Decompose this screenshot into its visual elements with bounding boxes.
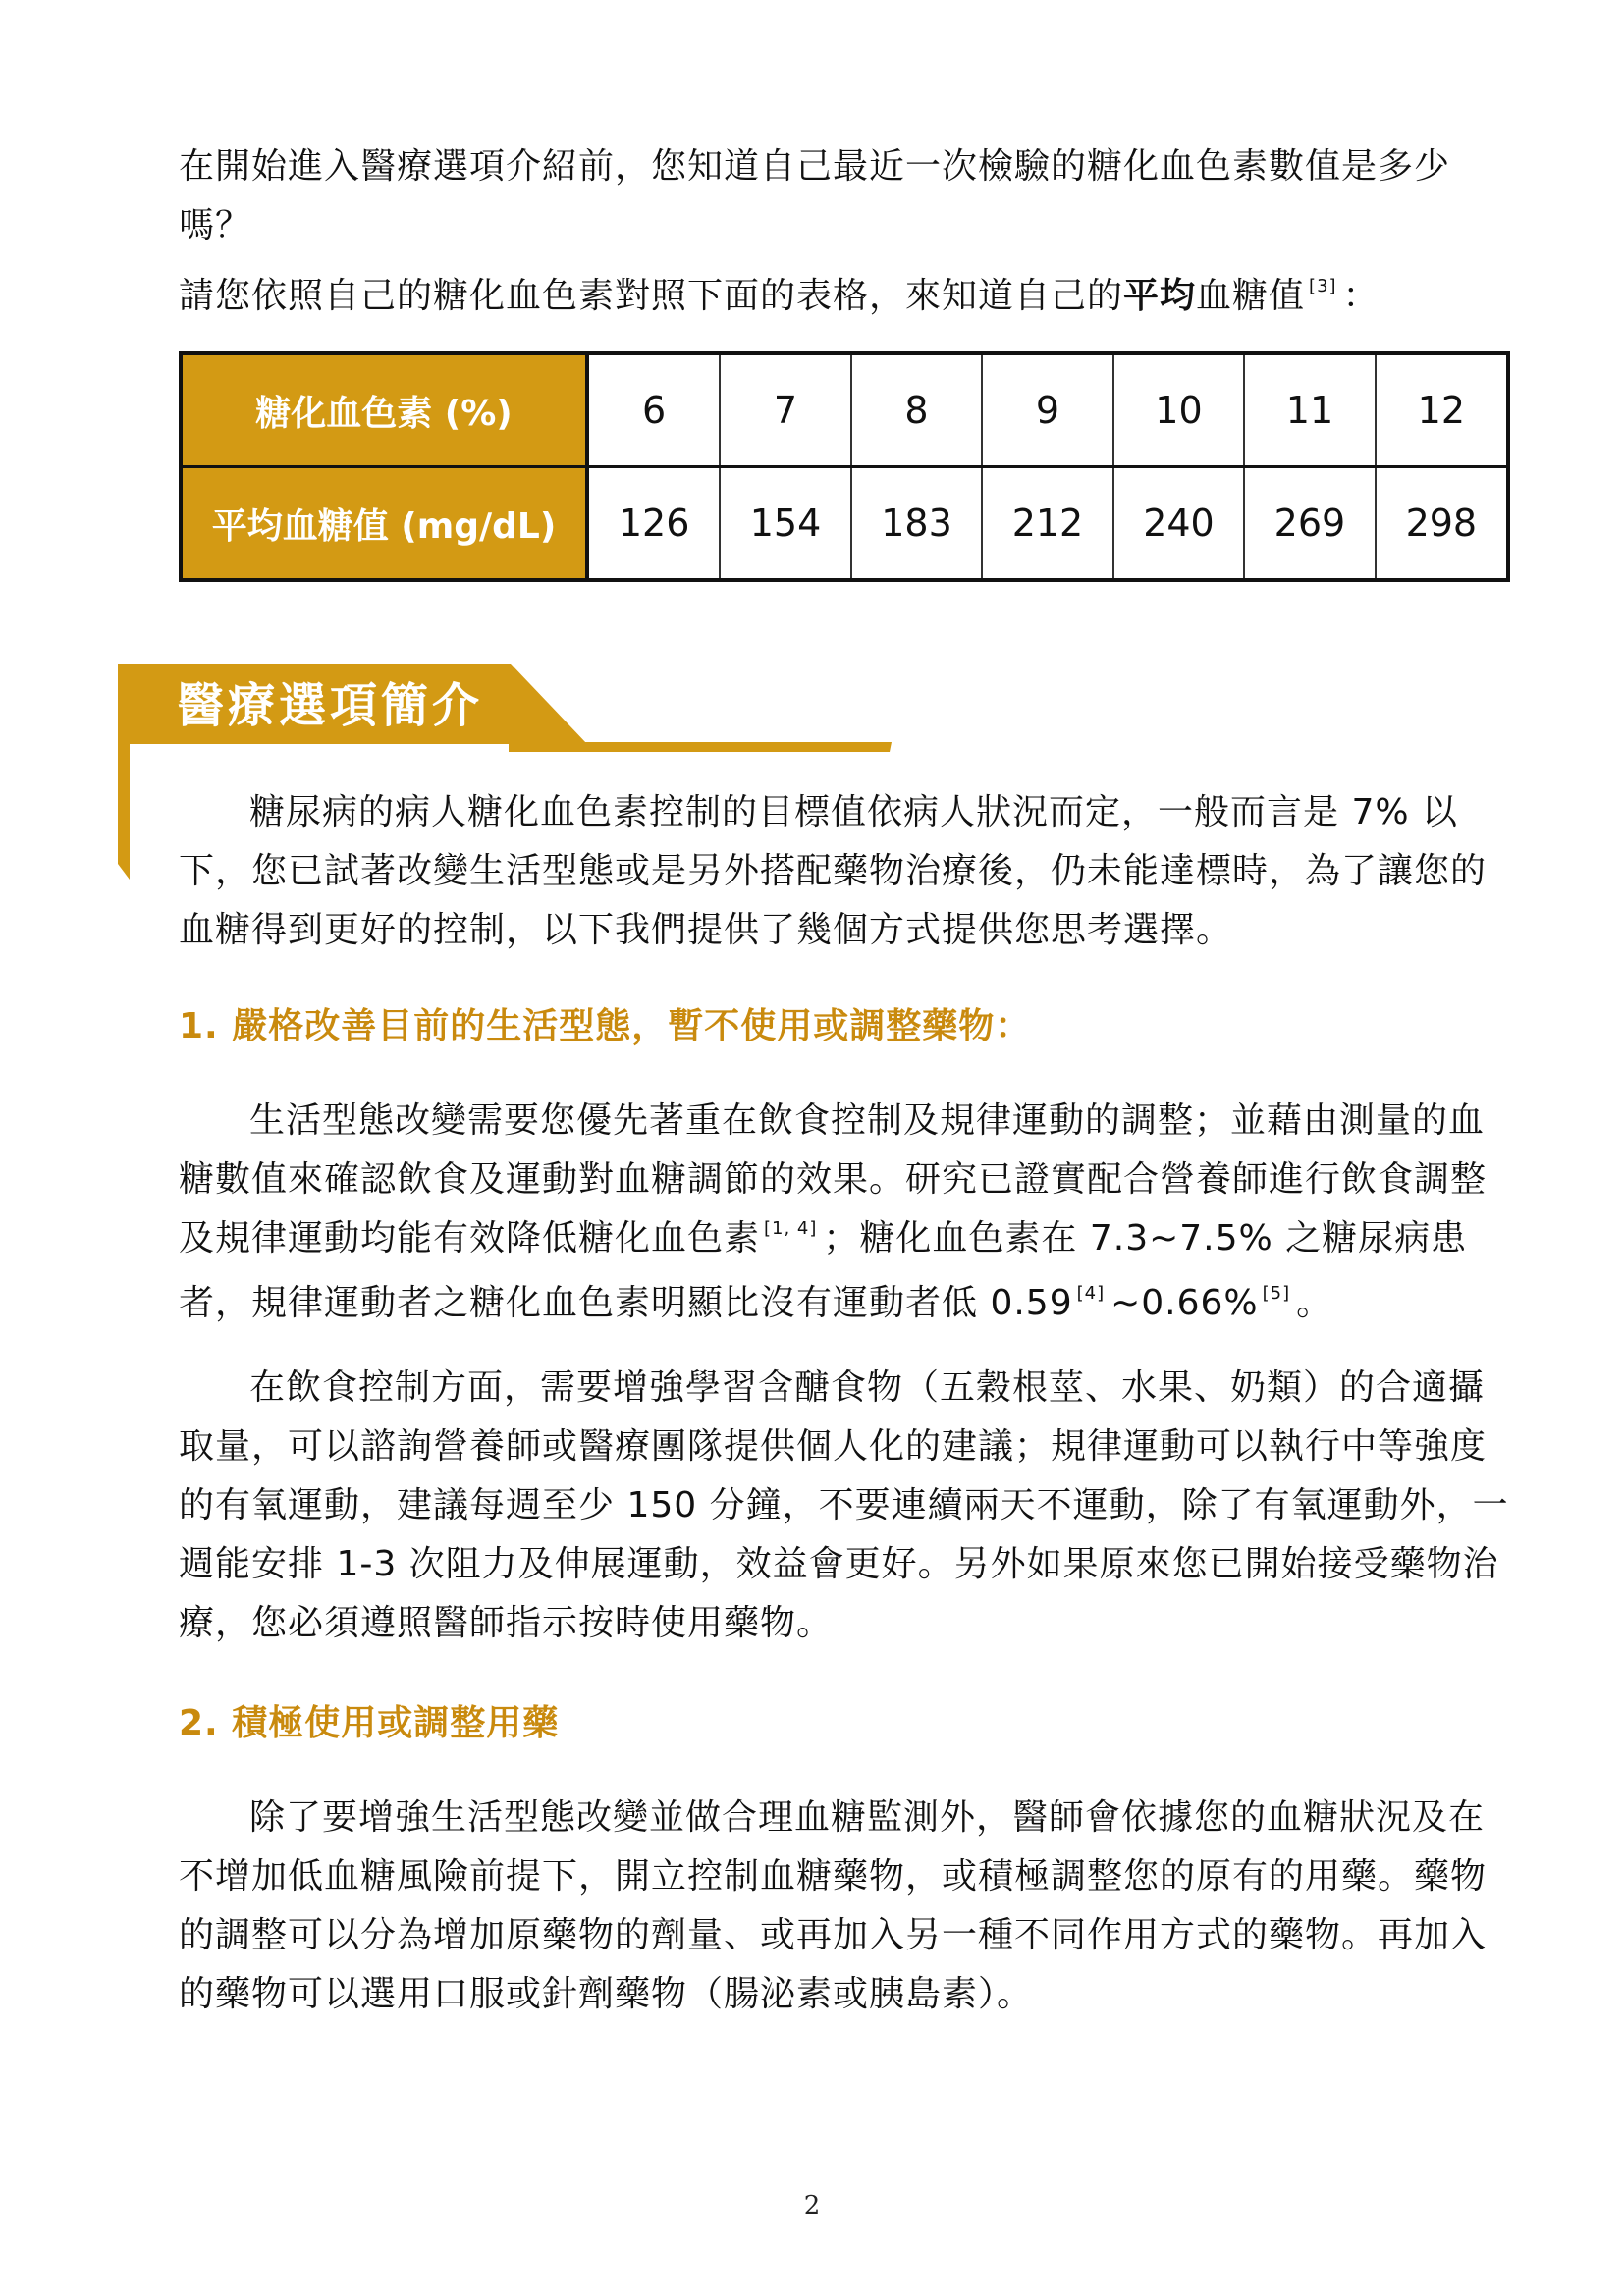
table-cell: 154 <box>720 467 850 581</box>
option1-p1-part-c: ~0.66% <box>1110 1283 1259 1323</box>
option2-paragraph-text: 除了要增強生活型態改變並做合理血糖監測外，醫師會依據您的血糖狀況及在不增加低血糖風險前提下，開立控制血糖藥物，或積極調整您的原有的用藥。藥物的調整可以分為增加原藥物的劑量、或再加入另一種不同作用方式的藥物。再加入的藥物可以選用口服或針劑藥物（腸泌素或胰島素）。 <box>179 1797 1488 2014</box>
table-row-glucose <box>181 467 1508 581</box>
table-cell: 240 <box>1113 467 1244 581</box>
section-title: 醫療選項簡介 <box>177 678 484 733</box>
option1-heading: 1. 嚴格改善目前的生活型態，暫不使用或調整藥物： <box>179 1006 1032 1046</box>
table-header-hba1c: 糖化血色素 (%) <box>181 353 587 467</box>
banner-rule <box>509 742 892 752</box>
option1-p1-part-d: 。 <box>1296 1283 1333 1323</box>
table-cell: 12 <box>1376 353 1508 467</box>
table-cell: 269 <box>1244 467 1375 581</box>
citation-ref: [3] <box>1309 276 1337 296</box>
intro-question <box>179 137 1514 255</box>
citation-ref: [5] <box>1262 1283 1291 1304</box>
table-cell: 9 <box>982 353 1112 467</box>
table-cell: 8 <box>851 353 982 467</box>
intro-instruction <box>179 267 1514 332</box>
option1-paragraph-1-text <box>179 1092 1514 1339</box>
intro-question-text: 在開始進入醫療選項介紹前，您知道自己最近一次檢驗的糖化血色素數值是多少嗎？ <box>179 146 1451 245</box>
overview-paragraph <box>179 783 1514 960</box>
overview-text: 糖尿病的病人糖化血色素控制的目標值依病人狀況而定，一般而言是 7% 以下，您已試著改變生活型態或是另外搭配藥物治療後，仍未能達標時，為了讓您的血糖得到更好的控制，以下我們提供了幾個方式提供您思考選擇。 <box>179 792 1488 950</box>
option1-paragraph-2-text: 在飲食控制方面，需要增強學習含醣食物（五穀根莖、水果、奶類）的合適攝取量，可以諮詢營養師或醫療團隊提供個人化的建議；規律運動可以執行中等強度的有氧運動，建議每週至少 150 分鐘，不要連續兩天不運動，除了有氧運動外，一週能安排 1-3 次阻力及伸展運動，效益會更好。另外如果原來您已開始接受藥物治療，您必須遵照醫師指示按時使用藥物。 <box>179 1367 1509 1643</box>
hba1c-glucose-table <box>179 351 1510 582</box>
option1-paragraph-1 <box>179 1092 1514 1339</box>
instruction-pre: 請您依照自己的糖化血色素對照下面的表格，來知道自己的 <box>179 276 1124 316</box>
table-cell: 11 <box>1244 353 1375 467</box>
table-cell: 298 <box>1376 467 1508 581</box>
citation-ref: [1, 4] <box>764 1218 818 1239</box>
table-header-glucose: 平均血糖值 (mg/dL) <box>181 467 587 581</box>
instruction-bold: 平均 <box>1123 276 1197 316</box>
banner-side-bar <box>118 744 130 880</box>
table-cell: 6 <box>587 353 720 467</box>
table-row-hba1c <box>181 353 1508 467</box>
table-cell: 7 <box>720 353 850 467</box>
intro-instruction-text <box>179 267 1514 332</box>
option1-p1-part-b: ；糖化血色素在 7.3~7.5% 之糖尿病患者，規律運動者之糖化血色素明顯比沒有運動者低 0.59 <box>179 1218 1468 1323</box>
citation-ref: [4] <box>1076 1283 1106 1304</box>
instruction-end: ： <box>1342 276 1380 316</box>
table-cell: 10 <box>1113 353 1244 467</box>
option2-paragraph <box>179 1789 1514 2024</box>
table-cell: 183 <box>851 467 982 581</box>
page-number: 2 <box>803 2191 821 2220</box>
option2-heading: 2. 積極使用或調整用藥 <box>179 1703 560 1743</box>
option1-paragraph-2 <box>179 1359 1514 1653</box>
instruction-post: 血糖值 <box>1196 276 1306 316</box>
option1-p1-part-a: 生活型態改變需要您優先著重在飲食控制及規律運動的調整；並藉由測量的血糖數值來確認飲食及運動對血糖調節的效果。研究已證實配合營養師進行飲食調整及規律運動均能有效降低糖化血色素 <box>179 1100 1488 1258</box>
table-cell: 212 <box>982 467 1112 581</box>
table-cell: 126 <box>587 467 720 581</box>
